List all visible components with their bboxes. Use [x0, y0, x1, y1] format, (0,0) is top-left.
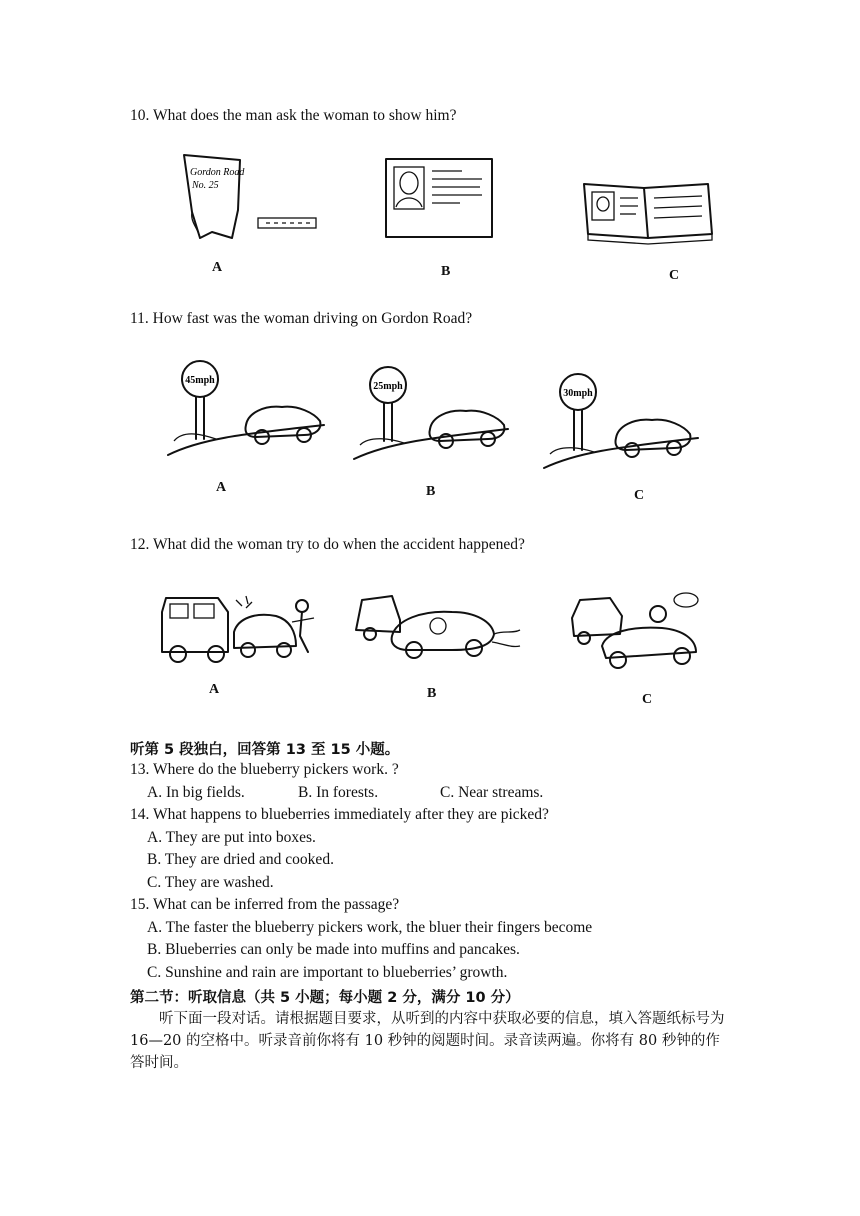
option-label-c: C — [642, 692, 653, 707]
option-label-a: A — [216, 480, 227, 495]
q13-option-c: C. Near streams. — [440, 784, 544, 801]
accident-scene-a — [156, 592, 324, 672]
q14-option-c: C. They are washed. — [147, 874, 274, 891]
speed-sign-a: 45mph — [185, 375, 215, 386]
letter-address: Gordon Road — [190, 167, 245, 178]
speed-sign-b: 25mph — [373, 381, 403, 392]
option-label-b: B — [427, 686, 437, 701]
open-booklet-image — [578, 178, 718, 248]
q14-option-a: A. They are put into boxes. — [147, 829, 316, 846]
question-13: 13. Where do the blueberry pickers work. ? — [130, 761, 399, 778]
question-15: 15. What can be inferred from the passage? — [130, 896, 400, 913]
section-5-heading: 听第 5 段独白，回答第 13 至 15 小题。 — [130, 742, 400, 758]
letter-image — [170, 150, 330, 245]
speed-sign-scene-b — [352, 355, 512, 467]
question-10: 10. What does the man ask the woman to show him? — [130, 107, 457, 124]
speed-sign-c: 30mph — [563, 388, 593, 399]
q13-option-a: A. In big fields. — [147, 784, 245, 801]
question-11: 11. How fast was the woman driving on Gordon Road? — [130, 310, 473, 327]
q15-option-b: B. Blueberries can only be made into muffins and pancakes. — [147, 941, 520, 958]
option-label-c: C — [669, 268, 680, 283]
q14-option-b: B. They are dried and cooked. — [147, 851, 334, 868]
q15-option-c: C. Sunshine and rain are important to blueberries’ growth. — [147, 964, 508, 981]
question-12: 12. What did the woman try to do when the accident happened? — [130, 536, 525, 553]
q15-option-a: A. The faster the blueberry pickers work, the bluer their fingers become — [147, 919, 593, 936]
id-card-image — [382, 155, 498, 241]
part-2-instructions: 听下面一段对话。请根据题目要求，从听到的内容中获取必要的信息，填入答题纸标号为 16—20 的空格中。听录音前你将有 10 秒钟的阅题时间。录音读两遍。你将有 80 秒钟的作答时间。 — [130, 1011, 725, 1071]
option-label-a: A — [209, 682, 220, 697]
option-label-c: C — [634, 488, 645, 503]
speed-sign-scene-a — [164, 355, 328, 467]
question-14: 14. What happens to blueberries immediately after they are picked? — [130, 806, 549, 823]
option-label-b: B — [441, 264, 451, 279]
option-label-a: A — [212, 260, 223, 275]
letter-number: No. 25 — [192, 180, 219, 191]
accident-scene-c — [566, 590, 706, 674]
option-label-b: B — [426, 484, 436, 499]
q13-option-b: B. In forests. — [298, 784, 379, 801]
part-2-heading: 第二节：听取信息（共 5 小题；每小题 2 分，满分 10 分） — [130, 990, 520, 1006]
speed-sign-scene-c — [542, 360, 702, 472]
accident-scene-b — [352, 590, 524, 662]
